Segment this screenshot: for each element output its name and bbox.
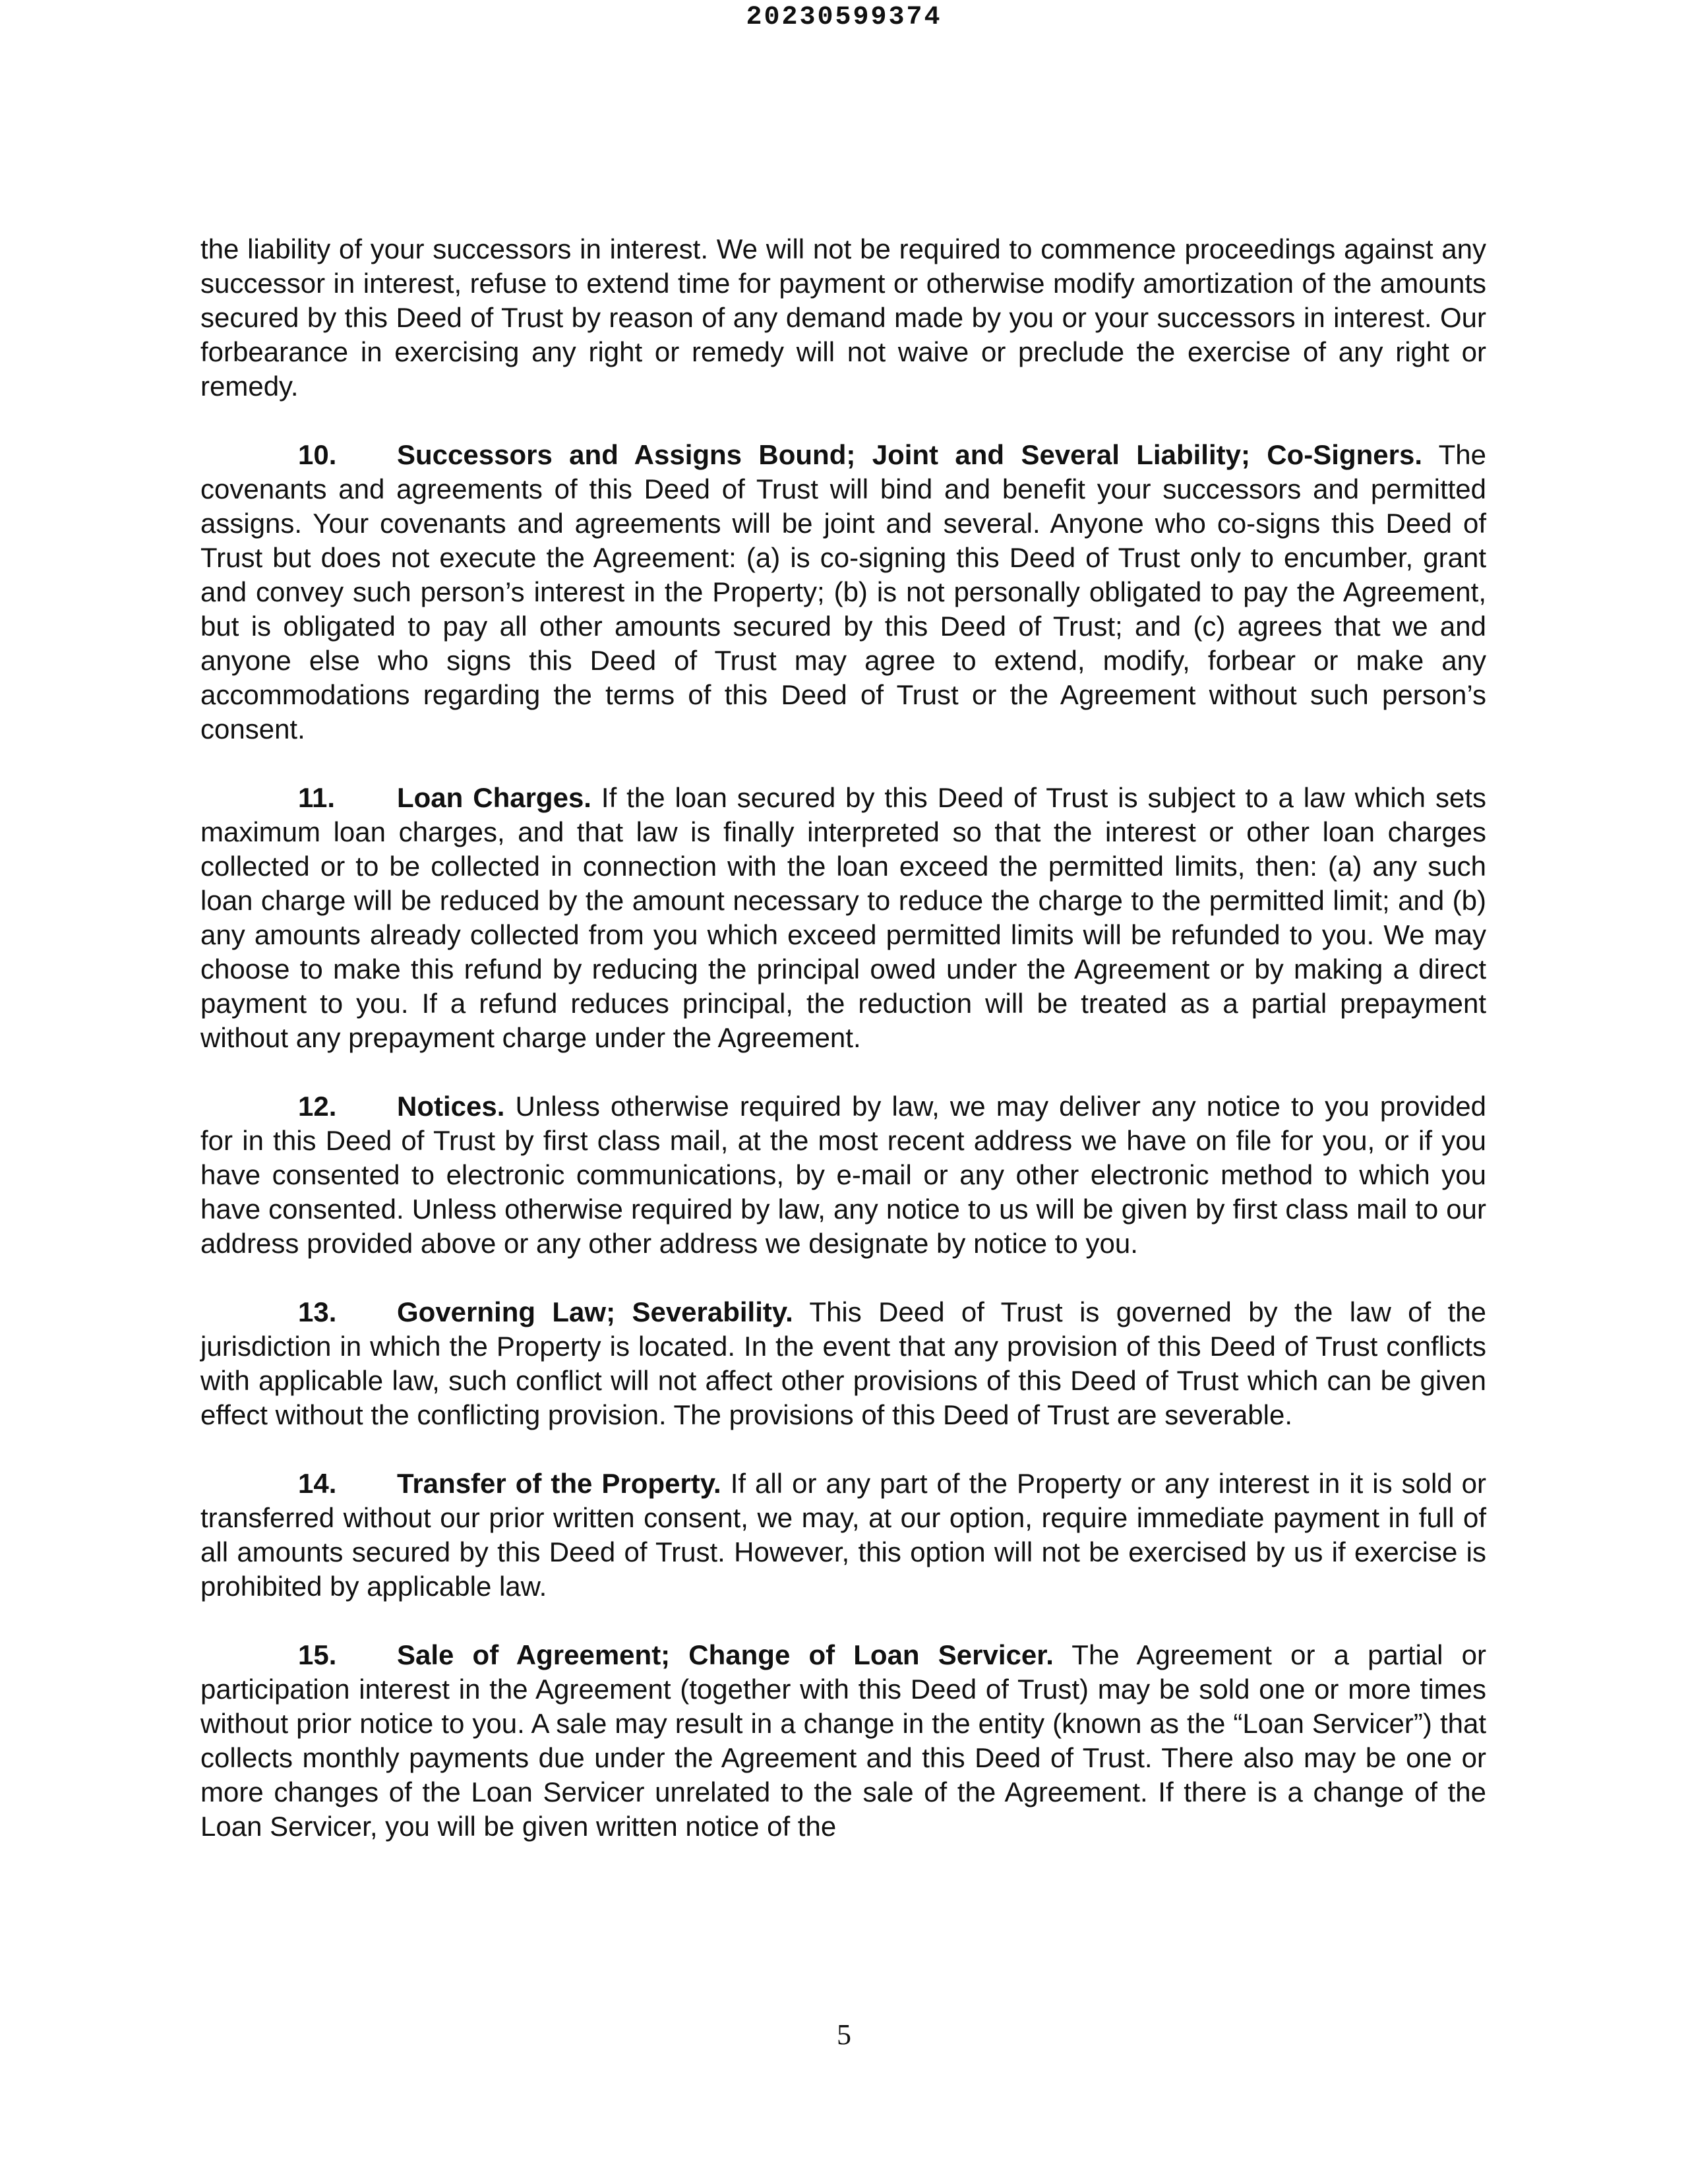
- section-11: [200, 781, 1486, 1055]
- section-body: If the loan secured by this Deed of Trust is subject to a law which sets maximum loan charges, and that law is finally interpreted so that the interest or other loan charges collected or to be collected in connection with the loan exceed the permitted limits, then: (a) any such loan charge will be reduced by the amount necessary to reduce the charge to the permitted limit; and (b) any amounts already collected from you which exceed permitted limits will be refunded to you. We may choose to make this refund by reducing the principal owed under the Agreement or by making a direct payment to you. If a refund reduces principal, the reduction will be treated as a partial prepayment without any prepayment charge under the Agreement.: [200, 782, 1486, 1053]
- section-12: [200, 1089, 1486, 1261]
- section-title: Loan Charges.: [397, 782, 591, 813]
- page-number: 5: [837, 2018, 851, 2051]
- document-body: [200, 232, 1486, 1878]
- section-body: Unless otherwise required by law, we may deliver any notice to you provided for in this Deed of Trust by first class mail, at the most recent address we have on file for you, or if you have consented to electronic communications, by e-mail or any other electronic method to which you have consented. Unless otherwise required by law, any notice to us will be given by first class mail to our address provided above or any other address we designate by notice to you.: [200, 1091, 1487, 1259]
- section-body: The Agreement or a partial or participation interest in the Agreement (together with this Deed of Trust) may be sold one or more times without prior notice to you. A sale may result in a change in the entity (known as the “Loan Servicer”) that collects monthly payments due under the Agreement and this Deed of Trust. There also may be one or more changes of the Loan Servicer unrelated to the sale of the Agreement. If there is a change of the Loan Servicer, you will be given written notice of the: [200, 1639, 1486, 1842]
- section-number: 10.: [298, 439, 337, 470]
- section-title: Governing Law; Severability.: [397, 1296, 793, 1327]
- section-14: [200, 1467, 1486, 1604]
- section-13: [200, 1295, 1486, 1432]
- document-number: 20230599374: [746, 3, 942, 32]
- section-number: 13.: [298, 1296, 337, 1327]
- intro-paragraph: the liability of your successors in interest. We will not be required to commence proceedings against any successor in interest, refuse to extend time for payment or otherwise modify amortization of the amounts secured by this Deed of Trust by reason of any demand made by you or your successors in interest. Our forbearance in exercising any right or remedy will not waive or preclude the exercise of any right or remedy.: [200, 233, 1486, 402]
- section-title: Successors and Assigns Bound; Joint and Several Liability; Co-Signers.: [397, 439, 1423, 470]
- section-10: [200, 438, 1486, 746]
- section-title: Transfer of the Property.: [397, 1468, 721, 1499]
- section-number: 14.: [298, 1468, 337, 1499]
- section-body: The covenants and agreements of this Deed of Trust will bind and benefit your successors and permitted assigns. Your covenants and agreements will be joint and several. Anyone who co-signs this Deed of Trust but does not execute the Agreement: (a) is co-signing this Deed of Trust only to encumber, grant and convey such person’s interest in the Property; (b) is not personally obligated to pay the Agreement, but is obligated to pay all other amounts secured by this Deed of Trust; and (c) agrees that we and anyone else who signs this Deed of Trust may agree to extend, modify, forbear or make any accommodations regarding the terms of this Deed of Trust or the Agreement without such person’s consent.: [200, 439, 1486, 744]
- section-title: Sale of Agreement; Change of Loan Servicer.: [397, 1639, 1054, 1670]
- section-body: If all or any part of the Property or any interest in it is sold or transferred without our prior written consent, we may, at our option, require immediate payment in full of all amounts secured by this Deed of Trust. However, this option will not be exercised by us if exercise is prohibited by applicable law.: [200, 1468, 1486, 1602]
- section-title: Notices.: [397, 1091, 505, 1122]
- section-body: This Deed of Trust is governed by the law of the jurisdiction in which the Property is located. In the event that any provision of this Deed of Trust conflicts with applicable law, such conflict will not affect other provisions of this Deed of Trust which can be given effect without the conflicting provision. The provisions of this Deed of Trust are severable.: [200, 1296, 1486, 1430]
- section-number: 12.: [298, 1091, 337, 1122]
- section-number: 15.: [298, 1639, 337, 1670]
- section-15: [200, 1638, 1486, 1844]
- section-number: 11.: [298, 782, 336, 813]
